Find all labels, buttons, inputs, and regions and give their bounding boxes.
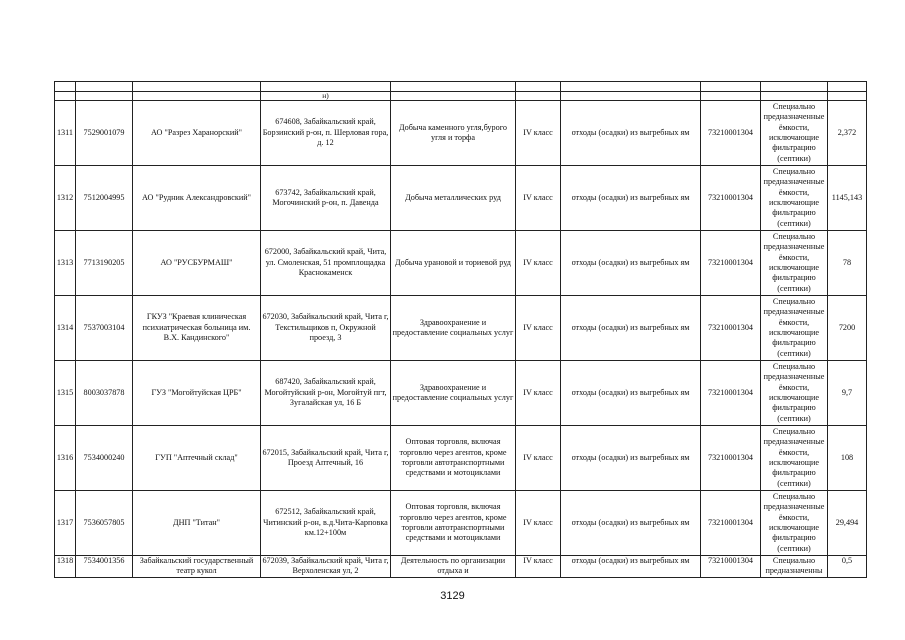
table-row bbox=[55, 231, 867, 296]
row-organization: АО "Разрез Харанорский" bbox=[133, 101, 261, 166]
row-address: 672030, Забайкальский край, Чита г, Текстильщиков п, Окружной проезд, 3 bbox=[261, 296, 391, 361]
row-activity: Оптовая торговля, включая торговлю через агентов, кроме торговли автотранспортными средствами и мотоциклами bbox=[391, 491, 516, 556]
row-number: 1312 bbox=[55, 166, 76, 231]
row-organization: ГУЗ "Могойтуйская ЦРБ" bbox=[133, 361, 261, 426]
row-waste-code: 73210001304 bbox=[701, 491, 761, 556]
row-inn: 7537003104 bbox=[76, 296, 133, 361]
row-waste-code: 73210001304 bbox=[701, 166, 761, 231]
table-blank-row bbox=[55, 82, 867, 92]
row-waste-type: отходы (осадки) из выгребных ям bbox=[561, 491, 701, 556]
row-organization: Забайкальский государственный театр кукол bbox=[133, 556, 261, 578]
row-hazard-class: IV класс bbox=[516, 491, 561, 556]
continuation-text: н) bbox=[261, 92, 391, 101]
row-placement: Специально предназначенны bbox=[761, 556, 828, 578]
row-amount: 108 bbox=[828, 426, 867, 491]
row-activity: Здравоохранение и предоставление социальных услуг bbox=[391, 361, 516, 426]
row-inn: 8003037878 bbox=[76, 361, 133, 426]
row-number: 1316 bbox=[55, 426, 76, 491]
table-row bbox=[55, 426, 867, 491]
row-waste-code: 73210001304 bbox=[701, 231, 761, 296]
row-activity: Здравоохранение и предоставление социальных услуг bbox=[391, 296, 516, 361]
row-activity: Добыча металлических руд bbox=[391, 166, 516, 231]
row-inn: 7536057805 bbox=[76, 491, 133, 556]
row-amount: 7200 bbox=[828, 296, 867, 361]
row-number: 1313 bbox=[55, 231, 76, 296]
row-hazard-class: IV класс bbox=[516, 231, 561, 296]
row-waste-type: отходы (осадки) из выгребных ям bbox=[561, 361, 701, 426]
row-placement: Специально предназначенные ёмкости, исключающие фильтрацию (септики) bbox=[761, 426, 828, 491]
row-amount: 0,5 bbox=[828, 556, 867, 578]
row-hazard-class: IV класс bbox=[516, 556, 561, 578]
row-organization: ГУП "Аптечный склад" bbox=[133, 426, 261, 491]
table-row bbox=[55, 556, 867, 578]
row-organization: ГКУЗ "Краевая клиническая психиатрическая больница им. В.Х. Кандинского" bbox=[133, 296, 261, 361]
row-waste-code: 73210001304 bbox=[701, 101, 761, 166]
row-number: 1315 bbox=[55, 361, 76, 426]
row-address: 672039, Забайкальский край, Чита г, Верхоленская ул, 2 bbox=[262, 556, 389, 576]
row-amount: 9,7 bbox=[828, 361, 867, 426]
row-inn: 7534000240 bbox=[76, 426, 133, 491]
row-waste-code: 73210001304 bbox=[701, 296, 761, 361]
row-amount: 2,372 bbox=[828, 101, 867, 166]
row-hazard-class: IV класс bbox=[516, 361, 561, 426]
row-address: 672000, Забайкальский край, Чита, ул. Смоленская, 51 промплощадка Краснокаменск bbox=[261, 231, 391, 296]
row-placement: Специально предназначенные ёмкости, исключающие фильтрацию (септики) bbox=[761, 491, 828, 556]
row-inn: 7534001356 bbox=[76, 556, 133, 578]
row-amount: 1145,143 bbox=[828, 166, 867, 231]
row-number: 1317 bbox=[55, 491, 76, 556]
row-activity: Добыча урановой и ториевой руд bbox=[391, 231, 516, 296]
row-waste-type: отходы (осадки) из выгребных ям bbox=[561, 556, 701, 578]
row-number: 1318 bbox=[55, 556, 76, 578]
row-inn: 7713190205 bbox=[76, 231, 133, 296]
page-number: 3129 bbox=[440, 590, 465, 602]
row-inn: 7529001079 bbox=[76, 101, 133, 166]
waste-registry-table bbox=[54, 81, 867, 578]
row-number: 1311 bbox=[55, 101, 76, 166]
row-waste-type: отходы (осадки) из выгребных ям bbox=[561, 101, 701, 166]
row-waste-code: 73210001304 bbox=[701, 556, 761, 578]
table-row bbox=[55, 296, 867, 361]
row-inn: 7512004995 bbox=[76, 166, 133, 231]
row-placement: Специально предназначенные ёмкости, исключающие фильтрацию (септики) bbox=[761, 101, 828, 166]
row-number: 1314 bbox=[55, 296, 76, 361]
row-address: 672015, Забайкальский край, Чита г, Проезд Аптечный, 16 bbox=[261, 426, 391, 491]
row-placement: Специально предназначенные ёмкости, исключающие фильтрацию (септики) bbox=[761, 296, 828, 361]
row-address: 673742, Забайкальский край, Могочинский р-он, п. Давенда bbox=[261, 166, 391, 231]
table-row bbox=[55, 101, 867, 166]
table-continuation-row bbox=[55, 92, 867, 101]
row-activity: Деятельность по организации отдыха и bbox=[391, 556, 516, 578]
row-waste-type: отходы (осадки) из выгребных ям bbox=[561, 166, 701, 231]
row-waste-type: отходы (осадки) из выгребных ям bbox=[561, 296, 701, 361]
table-row bbox=[55, 361, 867, 426]
row-address: 674608, Забайкальский край, Борзинский р-он, п. Шерловая гора, д. 12 bbox=[261, 101, 391, 166]
row-organization: АО "Рудник Александровский" bbox=[133, 166, 261, 231]
table-row bbox=[55, 491, 867, 556]
row-hazard-class: IV класс bbox=[516, 296, 561, 361]
row-placement: Специально предназначенные ёмкости, исключающие фильтрацию (септики) bbox=[761, 231, 828, 296]
row-waste-type: отходы (осадки) из выгребных ям bbox=[561, 231, 701, 296]
row-activity: Оптовая торговля, включая торговлю через агентов, кроме торговли автотранспортными средствами и мотоциклами bbox=[391, 426, 516, 491]
row-waste-type: отходы (осадки) из выгребных ям bbox=[561, 426, 701, 491]
table-row bbox=[55, 166, 867, 231]
row-organization: АО "РУСБУРМАШ" bbox=[133, 231, 261, 296]
row-waste-code: 73210001304 bbox=[701, 361, 761, 426]
row-amount: 78 bbox=[828, 231, 867, 296]
row-address: 672512, Забайкальский край, Читинский р-он, в.д.Чита-Карповка км.12+100м bbox=[261, 491, 391, 556]
row-hazard-class: IV класс bbox=[516, 101, 561, 166]
row-organization: ДНП "Титан" bbox=[133, 491, 261, 556]
row-hazard-class: IV класс bbox=[516, 166, 561, 231]
row-placement: Специально предназначенные ёмкости, исключающие фильтрацию (септики) bbox=[761, 361, 828, 426]
row-activity: Добыча каменного угля,бурого угля и торфа bbox=[391, 101, 516, 166]
row-amount: 29,494 bbox=[828, 491, 867, 556]
row-address: 687420, Забайкальский край, Могойтуйский р-он, Могойтуй пгт, Зугалайская ул, 16 Б bbox=[261, 361, 391, 426]
row-waste-code: 73210001304 bbox=[701, 426, 761, 491]
row-hazard-class: IV класс bbox=[516, 426, 561, 491]
row-placement: Специально предназначенные ёмкости, исключающие фильтрацию (септики) bbox=[761, 166, 828, 231]
